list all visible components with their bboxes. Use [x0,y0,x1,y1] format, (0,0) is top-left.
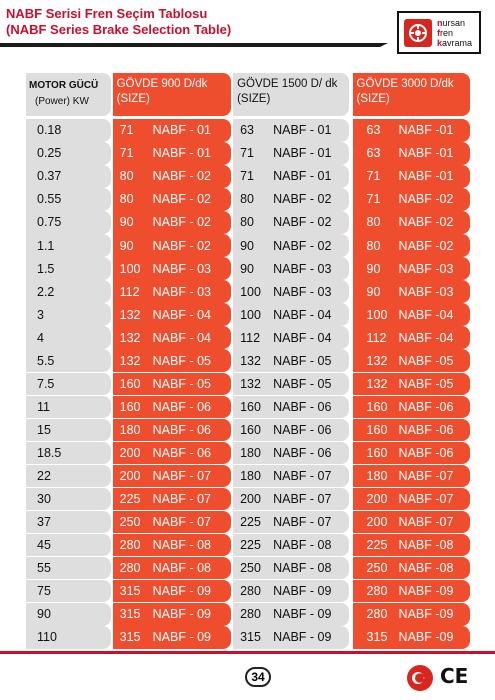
size-900-cell [113,165,231,188]
body-size-900: 280 [119,538,141,553]
motor-power-cell: 22 [26,465,111,488]
body-size-1500: 280 [240,584,261,599]
body-size-3000: 160 [366,399,388,414]
size-3000-cell [353,442,470,465]
table-header-row [26,73,470,116]
size-1500-cell [233,626,348,649]
brake-model-900: NABF - 04 [152,307,212,322]
size-900-cell [113,580,231,603]
body-size-900: 280 [119,561,141,576]
motor-power-cell: 55 [26,557,111,580]
size-3000-cell [353,557,470,580]
motor-power-cell: 30 [26,488,111,511]
body-size-1500: 160 [240,399,261,414]
header-size-1500: GÖVDE 1500 D/ dk (SIZE) [233,73,348,116]
size-1500-cell [233,234,348,257]
brake-model-1500: NABF - 01 [273,169,332,184]
logo-word: nursan [437,17,466,28]
body-size-1500: 132 [240,376,261,391]
table-row [26,534,470,557]
table-row [26,326,470,349]
motor-power-cell: 37 [26,511,111,534]
brake-model-3000: NABF -06 [398,399,454,414]
header-divider [0,43,380,47]
body-size-3000: 250 [366,561,388,576]
brake-model-1500: NABF - 06 [273,422,332,437]
size-1500-cell [233,303,348,326]
table-row [26,603,470,626]
body-size-3000: 90 [366,284,381,299]
brake-model-900: NABF - 03 [152,261,212,276]
body-size-1500: 90 [240,261,254,276]
size-900-cell [113,257,231,280]
title-block [6,6,231,38]
brake-model-900: NABF - 06 [152,422,212,437]
brake-model-900: NABF - 09 [152,630,212,645]
header-size-3000: GÖVDE 3000 D/dk (SIZE) [353,73,470,116]
brake-model-1500: NABF - 08 [273,561,332,576]
table-row [26,142,470,165]
table-row [26,119,470,142]
table-row [26,234,470,257]
header-motor-power: MOTOR GÜCÜ (Power) KW [26,73,111,116]
brake-model-900: NABF - 06 [152,445,212,460]
body-size-1500: 71 [240,169,254,184]
size-1500-cell [233,142,348,165]
size-3000-cell [353,165,470,188]
size-1500-cell [233,165,348,188]
brake-model-3000: NABF -08 [398,538,454,553]
body-size-900: 250 [119,515,141,530]
body-size-1500: 80 [240,215,254,230]
body-size-3000: 200 [366,515,388,530]
body-size-900: 315 [119,607,141,622]
body-size-3000: 225 [366,538,388,553]
brake-model-1500: NABF - 02 [273,192,332,207]
brake-model-900: NABF - 08 [152,538,212,553]
body-size-900: 160 [119,399,141,414]
motor-power-cell: 45 [26,534,111,557]
size-1500-cell [233,488,348,511]
brake-model-900: NABF - 01 [152,146,212,161]
body-size-900: 132 [119,307,141,322]
size-3000-cell [353,188,470,211]
page-title: NABF Serisi Fren Seçim Tablosu [6,6,208,21]
size-900-cell [113,465,231,488]
size-3000-cell [353,511,470,534]
body-size-900: 200 [119,445,141,460]
brake-model-1500: NABF - 07 [273,492,332,507]
size-1500-cell [233,211,348,234]
brake-model-3000: NABF -07 [398,515,454,530]
size-1500-cell [233,257,348,280]
size-3000-cell [353,349,470,372]
brake-model-900: NABF - 04 [152,330,212,345]
body-size-1500: 180 [240,445,261,460]
brake-model-3000: NABF -06 [398,422,454,437]
size-3000-cell [353,373,470,396]
motor-power-cell: 18.5 [26,442,111,465]
body-size-900: 100 [119,261,141,276]
body-size-900: 80 [119,169,134,184]
brake-model-3000: NABF -02 [398,215,454,230]
motor-power-cell: 0.55 [26,188,111,211]
brake-model-900: NABF - 01 [152,123,212,138]
table-row [26,303,470,326]
body-size-900: 71 [119,146,134,161]
size-900-cell [113,442,231,465]
table-row [26,211,470,234]
size-900-cell [113,626,231,649]
header-size-900: GÖVDE 900 D/dk (SIZE) [113,73,231,116]
body-size-1500: 63 [240,123,254,138]
motor-power-cell: 15 [26,419,111,442]
brake-model-3000: NABF -04 [398,330,454,345]
brake-model-1500: NABF - 09 [273,630,332,645]
size-1500-cell [233,511,348,534]
body-size-3000: 80 [366,215,381,230]
size-3000-cell [353,488,470,511]
size-900-cell [113,488,231,511]
size-1500-cell [233,603,348,626]
brake-model-900: NABF - 02 [152,169,212,184]
size-900-cell [113,396,231,419]
motor-power-cell: 0.37 [26,165,111,188]
body-size-900: 90 [119,238,134,253]
body-size-3000: 132 [366,376,388,391]
size-3000-cell [353,465,470,488]
brake-model-3000: NABF -06 [398,445,454,460]
size-1500-cell [233,119,348,142]
body-size-1500: 315 [240,630,261,645]
motor-power-cell: 0.25 [26,142,111,165]
body-size-1500: 112 [240,330,261,345]
size-3000-cell [353,280,470,303]
size-1500-cell [233,442,348,465]
motor-power-cell: 1.5 [26,257,111,280]
motor-power-cell: 3 [26,303,111,326]
body-size-900: 160 [119,376,141,391]
brake-model-1500: NABF - 02 [273,215,332,230]
motor-power-cell: 110 [26,626,111,649]
body-size-900: 180 [119,422,141,437]
table-row [26,257,470,280]
size-900-cell [113,326,231,349]
turkey-flag-icon [407,665,433,691]
body-size-3000: 80 [366,238,381,253]
size-1500-cell [233,419,348,442]
size-900-cell [113,373,231,396]
brake-model-900: NABF - 09 [152,584,212,599]
brake-model-3000: NABF -02 [398,192,454,207]
logo-word: fren [437,27,454,38]
body-size-3000: 280 [366,584,388,599]
brake-model-900: NABF - 03 [152,284,212,299]
brake-model-900: NABF - 09 [152,607,212,622]
body-size-900: 132 [119,353,141,368]
body-size-1500: 225 [240,515,261,530]
table-row [26,488,470,511]
table-row [26,626,470,649]
size-900-cell [113,534,231,557]
size-900-cell [113,119,231,142]
brake-model-1500: NABF - 05 [273,376,332,391]
table-row [26,465,470,488]
body-size-3000: 63 [366,146,381,161]
motor-power-cell: 4 [26,326,111,349]
body-size-3000: 71 [366,169,381,184]
table-row [26,280,470,303]
body-size-3000: 112 [366,330,387,345]
size-900-cell [113,557,231,580]
table-row [26,419,470,442]
brake-model-3000: NABF -03 [398,284,454,299]
size-1500-cell [233,557,348,580]
brake-model-1500: NABF - 01 [273,146,332,161]
brake-model-900: NABF - 07 [152,468,212,483]
table-row [26,442,470,465]
size-3000-cell [353,326,470,349]
body-size-3000: 90 [366,261,381,276]
size-1500-cell [233,373,348,396]
brake-model-1500: NABF - 06 [273,445,332,460]
motor-power-cell: 5.5 [26,349,111,372]
brake-model-1500: NABF - 08 [273,538,332,553]
table-row [26,188,470,211]
body-size-900: 80 [119,192,134,207]
size-1500-cell [233,465,348,488]
brake-model-3000: NABF -01 [398,169,454,184]
brake-model-3000: NABF -09 [398,584,454,599]
footer-divider [0,651,495,654]
body-size-900: 225 [119,492,141,507]
page-number: 34 [245,667,271,687]
size-900-cell [113,303,231,326]
body-size-1500: 100 [240,284,261,299]
motor-power-cell: 7.5 [26,373,111,396]
body-size-1500: 250 [240,561,261,576]
size-3000-cell [353,303,470,326]
brake-model-1500: NABF - 04 [273,330,332,345]
brake-model-900: NABF - 08 [152,561,212,576]
body-size-1500: 80 [240,192,254,207]
brake-model-3000: NABF -02 [398,238,454,253]
brake-model-1500: NABF - 05 [273,353,332,368]
size-900-cell [113,234,231,257]
brake-model-3000: NABF -08 [398,561,454,576]
body-size-3000: 315 [366,630,388,645]
size-3000-cell [353,396,470,419]
brake-model-1500: NABF - 01 [273,123,332,138]
brake-model-900: NABF - 06 [152,399,212,414]
body-size-1500: 160 [240,422,261,437]
motor-power-cell: 11 [26,396,111,419]
body-size-3000: 71 [366,192,381,207]
body-size-3000: 100 [366,307,388,322]
motor-power-cell: 90 [26,603,111,626]
size-900-cell [113,211,231,234]
body-size-900: 315 [119,584,141,599]
table-row [26,580,470,603]
logo-word: kavrama [437,37,473,48]
size-1500-cell [233,280,348,303]
body-size-900: 132 [119,330,141,345]
table-row [26,396,470,419]
body-size-1500: 200 [240,492,261,507]
table-row [26,165,470,188]
body-size-900: 112 [119,284,140,299]
body-size-3000: 132 [366,353,388,368]
brake-model-1500: NABF - 06 [273,399,332,414]
size-3000-cell [353,119,470,142]
body-size-1500: 225 [240,538,261,553]
page-subtitle: (NABF Series Brake Selection Table) [6,22,232,37]
brake-model-3000: NABF -07 [398,492,454,507]
size-900-cell [113,142,231,165]
brake-model-3000: NABF -05 [398,376,454,391]
body-size-3000: 280 [366,607,388,622]
size-3000-cell [353,603,470,626]
brake-model-1500: NABF - 09 [273,607,332,622]
brake-model-1500: NABF - 07 [273,515,332,530]
brake-model-1500: NABF - 03 [273,261,332,276]
body-size-900: 71 [119,123,134,138]
table-body [26,119,470,649]
brake-model-3000: NABF -09 [398,607,454,622]
brake-model-3000: NABF -07 [398,468,454,483]
motor-power-cell: 1.1 [26,234,111,257]
motor-power-cell: 2.2 [26,280,111,303]
brake-model-900: NABF - 07 [152,492,212,507]
body-size-1500: 180 [240,468,261,483]
brake-model-900: NABF - 05 [152,376,212,391]
size-900-cell [113,419,231,442]
body-size-900: 90 [119,215,134,230]
table-row [26,373,470,396]
brake-disc-icon [404,19,432,47]
motor-power-cell: 0.18 [26,119,111,142]
brake-model-3000: NABF -04 [398,307,454,322]
brake-selection-table [26,73,470,649]
brake-model-1500: NABF - 02 [273,238,332,253]
size-1500-cell [233,396,348,419]
size-1500-cell [233,580,348,603]
size-900-cell [113,280,231,303]
size-1500-cell [233,349,348,372]
table-row [26,557,470,580]
body-size-3000: 160 [366,422,388,437]
size-900-cell [113,349,231,372]
size-3000-cell [353,142,470,165]
size-3000-cell [353,626,470,649]
brake-model-900: NABF - 02 [152,238,212,253]
brake-model-1500: NABF - 09 [273,584,332,599]
brake-model-900: NABF - 02 [152,215,212,230]
body-size-1500: 132 [240,353,261,368]
motor-power-cell: 0.75 [26,211,111,234]
size-3000-cell [353,534,470,557]
body-size-3000: 160 [366,445,388,460]
company-logo [397,11,481,54]
size-3000-cell [353,580,470,603]
brake-model-1500: NABF - 03 [273,284,332,299]
size-3000-cell [353,257,470,280]
brake-model-3000: NABF -01 [398,146,454,161]
size-900-cell [113,603,231,626]
brake-model-1500: NABF - 07 [273,468,332,483]
logo-wordmark [437,18,472,48]
brake-model-900: NABF - 02 [152,192,212,207]
body-size-1500: 100 [240,307,261,322]
body-size-3000: 63 [366,123,381,138]
body-size-900: 200 [119,468,141,483]
size-1500-cell [233,326,348,349]
body-size-3000: 180 [366,468,388,483]
size-1500-cell [233,534,348,557]
size-3000-cell [353,211,470,234]
brake-model-3000: NABF -03 [398,261,454,276]
motor-power-cell: 75 [26,580,111,603]
body-size-3000: 200 [366,492,388,507]
size-3000-cell [353,234,470,257]
brake-model-3000: NABF -05 [398,353,454,368]
size-3000-cell [353,419,470,442]
body-size-1500: 280 [240,607,261,622]
body-size-1500: 71 [240,146,254,161]
table-row [26,511,470,534]
size-900-cell [113,188,231,211]
brake-model-3000: NABF -09 [398,630,454,645]
body-size-1500: 90 [240,238,254,253]
brake-model-3000: NABF -01 [398,123,454,138]
brake-model-900: NABF - 07 [152,515,212,530]
brake-model-900: NABF - 05 [152,353,212,368]
body-size-900: 315 [119,630,141,645]
brake-model-1500: NABF - 04 [273,307,332,322]
size-1500-cell [233,188,348,211]
ce-mark: CE [440,664,469,688]
size-900-cell [113,511,231,534]
table-row [26,349,470,372]
